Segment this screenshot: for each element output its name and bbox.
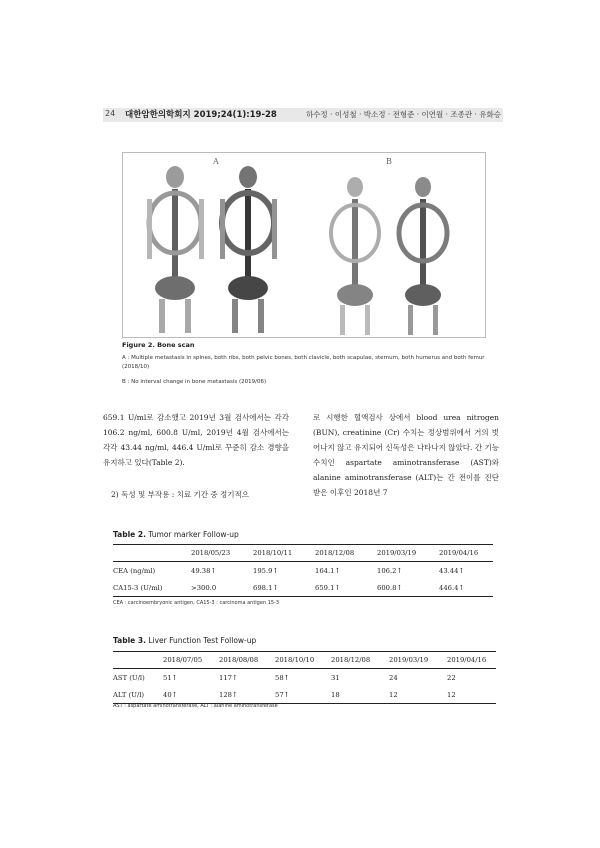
tumor-marker-table: [113, 544, 493, 597]
table-cell: [191, 579, 253, 597]
cell-value: 698.1: [253, 583, 273, 592]
figure-caption: Figure 2. Bone scan: [122, 341, 195, 349]
table-cell: [377, 579, 439, 597]
table-cell: [163, 686, 219, 704]
table-row: [113, 579, 493, 597]
cell-value: 40: [163, 690, 172, 699]
table-cell: [315, 579, 377, 597]
table3-footnote: AST : aspartate aminotransferase, ALT : alanine aminotransferase: [113, 703, 278, 709]
bone-scan-figure: [122, 152, 486, 338]
table-header-cell: 2019/04/16: [447, 656, 487, 664]
cell-value: 106.2: [377, 566, 397, 575]
table-header-row: [113, 545, 493, 562]
cell-value: 51: [163, 673, 172, 682]
up-arrow-icon: ↑: [231, 673, 238, 682]
journal-name: 대한암한의학회지: [125, 110, 191, 120]
skeleton-a2: [220, 166, 277, 333]
cell-value: 128: [219, 690, 232, 699]
table2-caption: Tumor marker Follow-up: [148, 530, 239, 539]
panel-label-a: A: [213, 157, 219, 166]
skeleton-b2: [399, 177, 447, 335]
table-cell: [275, 669, 331, 687]
table-header-cell: 2019/03/19: [389, 656, 429, 664]
table-header-cell: [113, 545, 191, 562]
table-header-cell: 2018/07/05: [163, 656, 203, 664]
up-arrow-icon: ↑: [272, 566, 279, 575]
journal-title: [125, 108, 277, 120]
table-cell: 31: [331, 673, 340, 682]
table-header-cell: 2018/05/23: [191, 549, 231, 557]
cell-value: 49.38: [191, 566, 211, 575]
table-cell: [439, 579, 493, 597]
table-cell: [315, 562, 377, 580]
cell-value: 600.8: [377, 583, 397, 592]
author-list: 하수정 · 이성철 · 박소정 · 전형준 · 이연월 · 조종관 · 유화승: [305, 110, 501, 119]
bone-scan-images: [123, 153, 485, 337]
table2-footnote: CEA : carcinoembryonic antigen, CA15-3 : carcinoma antigen 15-3: [113, 600, 280, 606]
table-cell: [275, 686, 331, 704]
table-cell: [163, 669, 219, 687]
up-arrow-icon: ↑: [334, 583, 341, 592]
up-arrow-icon: ↑: [458, 566, 465, 575]
body-right-column: 로 시행한 혈액검사 상에서 blood urea nitrogen (BUN), creatinine (Cr) 수치는 정상범위에서 거의 벗어나지 않고 유지되어 신독성은 나타나지 않았다. 간 기능 수치인 aspartate aminotransferase (AST)와 alanine aminotransferase (ALT)는 간 전이를 진단 받은 이후인 2018년 7: [313, 413, 499, 497]
table-row: [113, 686, 496, 704]
table-row: [113, 562, 493, 580]
table-cell: 12: [389, 690, 398, 699]
cell-value: 164.1: [315, 566, 335, 575]
page-number: 24: [105, 109, 116, 118]
table3-label: Table 3.: [113, 636, 146, 645]
table-header-cell: 2018/12/08: [331, 656, 371, 664]
up-arrow-icon: ↑: [334, 566, 341, 575]
body-left-column: [103, 410, 289, 502]
up-arrow-icon: ↑: [231, 690, 238, 699]
cell-value: 57: [275, 690, 284, 699]
table-cell: [191, 562, 253, 580]
up-arrow-icon: ↑: [272, 583, 279, 592]
table-header-row: [113, 652, 496, 669]
up-arrow-icon: ↑: [171, 690, 178, 699]
table-cell: [219, 669, 275, 687]
panel-label-b: B: [386, 157, 392, 166]
row-label: AST (U/l): [113, 673, 145, 682]
cell-value: 43.44: [439, 566, 459, 575]
table-header-cell: 2018/10/10: [275, 656, 315, 664]
table2-title: [113, 530, 239, 539]
up-arrow-icon: ↑: [396, 566, 403, 575]
table-header-cell: [113, 652, 163, 669]
cell-value: >300.0: [191, 583, 217, 592]
skeleton-b1: [331, 177, 379, 335]
up-arrow-icon: ↑: [210, 566, 217, 575]
up-arrow-icon: ↑: [171, 673, 178, 682]
table-header-cell: 2018/12/08: [315, 549, 355, 557]
up-arrow-icon: ↑: [283, 673, 290, 682]
table-header-cell: 2018/10/11: [253, 549, 293, 557]
table-cell: 24: [389, 673, 398, 682]
row-label: ALT (U/l): [113, 690, 145, 699]
cell-value: 58: [275, 673, 284, 682]
table-cell: [439, 562, 493, 580]
body-paragraph-1: 659.1 U/ml로 감소했고 2019년 3월 검사에서는 각각 106.2 ng/ml, 600.8 U/ml, 2019년 4월 검사에서는 각각 43.44 ng/ml, 446.4 U/ml로 꾸준히 감소 경향을 유지하고 있다(Table 2).: [103, 413, 289, 467]
table-cell: [377, 562, 439, 580]
cell-value: 195.9: [253, 566, 273, 575]
cell-value: 446.4: [439, 583, 459, 592]
row-label: CEA (ng/ml): [113, 566, 156, 575]
body-paragraph-2: 2) 독성 및 부작용 : 치료 기간 중 정기적으: [111, 490, 249, 499]
table-cell: [253, 562, 315, 580]
journal-citation: 2019;24(1):19-28: [193, 110, 277, 120]
table3-title: [113, 636, 256, 645]
table2-label: Table 2.: [113, 530, 146, 539]
table-cell: [253, 579, 315, 597]
liver-function-table: [113, 651, 496, 704]
row-label: CA15-3 (U/ml): [113, 583, 163, 592]
table-header-cell: 2018/08/08: [219, 656, 259, 664]
cell-value: 117: [219, 673, 232, 682]
table-cell: [219, 686, 275, 704]
cell-value: 659.1: [315, 583, 335, 592]
up-arrow-icon: ↑: [458, 583, 465, 592]
table-cell: 22: [447, 673, 456, 682]
table3-caption: Liver Function Test Follow-up: [148, 636, 257, 645]
table-cell: 18: [331, 690, 340, 699]
skeleton-a1: [147, 166, 204, 333]
running-header: [103, 108, 503, 122]
figure-note-b: B : No interval change in bone metastasis (2019/06): [122, 379, 267, 385]
up-arrow-icon: ↑: [396, 583, 403, 592]
figure-note-a: A : Multiple metastasis in spines, both ribs, both pelvic bones, both clavicle, both scapulae, sternum, both humerus and both femur (2018/10): [122, 355, 485, 370]
table-row: [113, 669, 496, 687]
table-header-cell: 2019/03/19: [377, 549, 417, 557]
table-cell: 12: [447, 690, 456, 699]
table-header-cell: 2019/04/16: [439, 549, 479, 557]
up-arrow-icon: ↑: [283, 690, 290, 699]
